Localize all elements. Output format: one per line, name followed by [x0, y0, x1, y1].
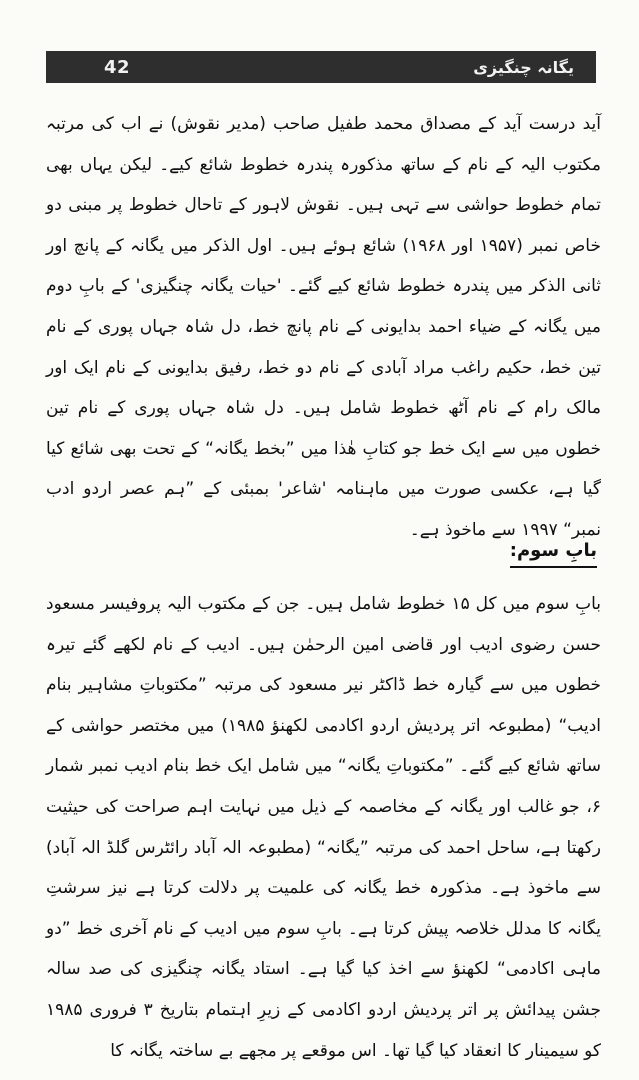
section-heading: بابِ سوم: — [510, 536, 597, 568]
running-title: یگانہ چنگیزی — [473, 57, 574, 77]
paragraph-1: آید درست آید کے مصداق محمد طفیل صاحب (مدیر نقوش) نے اب کی مرتبہ مکتوب الیہ کے نام کے ساتھ مذکورہ پندرہ خطوط شائع کیے۔ لیکن یہاں بھی تمام خطوط حواشی سے تہی ہیں۔ نقوش لاہور کے تاحال خطوط پر مبنی دو خاص نمبر (۱۹۵۷ اور ۱۹۶۸) شائع ہوئے ہیں۔ اول الذکر میں یگانہ کے پانچ اور ثانی الذکر میں پندرہ خطوط شائع کیے گئے۔ 'حیات یگانہ چنگیزی' کے بابِ دوم میں یگانہ کے ضیاء احمد بدایونی کے نام پانچ خط، دل شاہ جہاں پوری کے نام تین خط، حکیم راغب مراد آبادی کے نام دو خط، رفیق بدایونی کے نام ایک اور مالک رام کے نام آٹھ خطوط شامل ہیں۔ دل شاہ جہاں پوری کے نام تین خطوں میں سے ایک خط جو کتابِ ھٰذا میں ”بخط یگانہ“ کے تحت بھی شائع کیا گیا ہے، عکسی صورت میں ماہنامہ 'شاعر' بمبئی کے ”ہم عصر اردو ادب نمبر“ ۱۹۹۷ سے ماخوذ ہے۔ — [46, 114, 601, 540]
page-number: 42 — [104, 56, 131, 78]
paragraph-2: بابِ سوم میں کل ۱۵ خطوط شامل ہیں۔ جن کے مکتوب الیہ پروفیسر مسعود حسن رضوی ادیب اور قاضی امین الرحمٰن ہیں۔ ادیب کے نام لکھے گئے تیرہ خطوں میں سے گیارہ خط ڈاکٹر نیر مسعود کی مرتبہ ”مکتوباتِ مشاہیر بنام ادیب“ (مطبوعہ اتر پردیش اردو اکادمی لکھنؤ ۱۹۸۵) میں مختصر حواشی کے ساتھ شائع کیے گئے۔ ”مکتوباتِ یگانہ“ میں شامل ایک خط بنام ادیب نمبر شمار ۶، جو غالب اور یگانہ کے مخاصمہ کے ذیل میں نہایت اہم صراحت کی حیثیت رکھتا ہے، ساحل احمد کی مرتبہ ”یگانہ“ (مطبوعہ الہ آباد رائٹرس گلڈ الہ آباد) سے ماخوذ ہے۔ مذکورہ خط یگانہ کی علمیت پر دلالت کرتا ہے نیز سرشتِ یگانہ کا مدلل خلاصہ پیش کرتا ہے۔ بابِ سوم میں ادیب کے نام آخری خط ”دو ماہی اکادمی“ لکھنؤ سے اخذ کیا گیا ہے۔ استاد یگانہ چنگیزی کی صد سالہ جشن پیدائش پر اتر پردیش اردو اکادمی کے زیرِ اہتمام بتاریخ ۳ فروری ۱۹۸۵ کو سیمینار کا انعقاد کیا گیا تھا۔ اس موقعے پر مجھے بے ساختہ یگانہ کا — [46, 594, 601, 1061]
page-header-bar — [46, 51, 596, 83]
